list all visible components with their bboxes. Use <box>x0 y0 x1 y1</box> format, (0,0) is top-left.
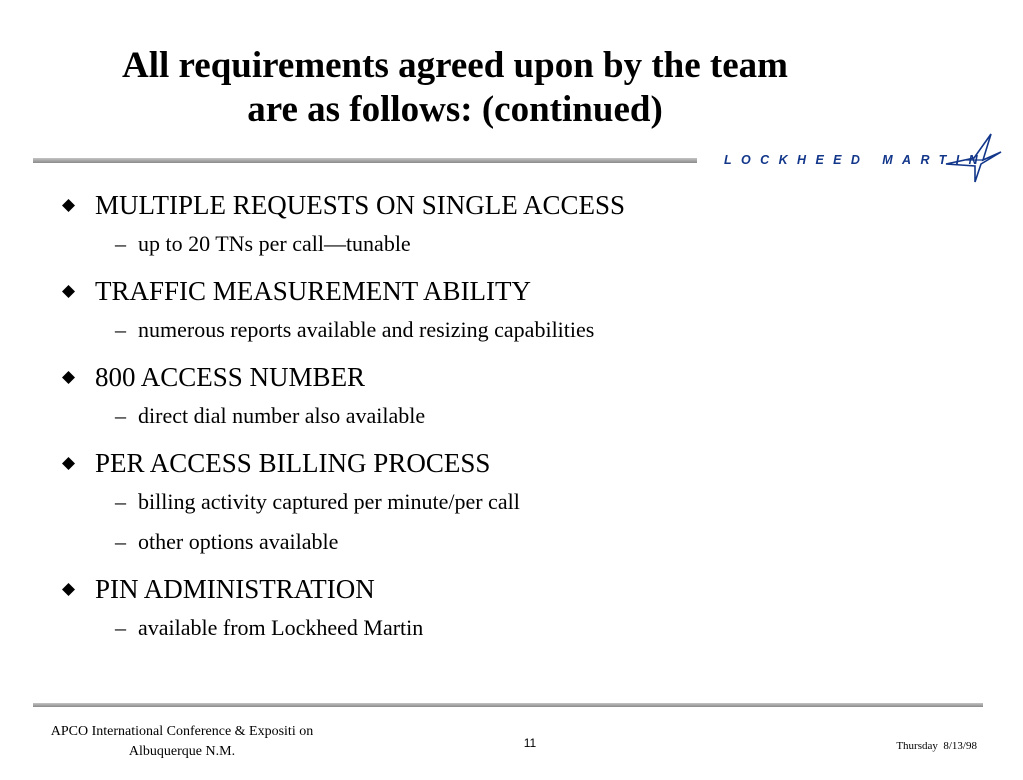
slide-title <box>40 44 870 132</box>
bullet-item <box>60 444 980 482</box>
sub-bullet-text: billing activity captured per minute/per call <box>138 489 520 514</box>
bullet-text: TRAFFIC MEASUREMENT ABILITY <box>95 276 532 306</box>
sub-bullet-text: available from Lockheed Martin <box>138 615 424 640</box>
diamond-bullet-icon <box>62 371 75 384</box>
sub-bullet-item <box>60 310 980 350</box>
sub-bullet-text: direct dial number also available <box>138 403 426 428</box>
sub-bullet-text: numerous reports available and resizing capabilities <box>138 317 595 342</box>
diamond-bullet-icon <box>62 583 75 596</box>
bullet-item <box>60 272 980 310</box>
bullet-item <box>60 358 980 396</box>
diamond-bullet-icon <box>62 285 75 298</box>
sub-bullet-dash: – <box>115 317 126 342</box>
page-number: 11 <box>523 736 537 750</box>
sub-bullet-item <box>60 482 980 522</box>
lockheed-martin-logo <box>718 132 1003 184</box>
sub-bullet-text: other options available <box>138 529 339 554</box>
footer-divider <box>33 703 983 707</box>
footer-conference-line-1: APCO International Conference & Expositi on <box>50 724 314 739</box>
sub-bullet-dash: – <box>115 529 126 554</box>
bullet-gap <box>60 350 980 358</box>
footer-date: Thursday 8/13/98 <box>896 740 977 752</box>
logo-wordmark: LOCKHEED MARTIN <box>724 153 987 167</box>
sub-bullet-item <box>60 608 980 648</box>
sub-bullet-dash: – <box>115 231 126 256</box>
star-icon <box>944 132 1002 184</box>
bullet-text: MULTIPLE REQUESTS ON SINGLE ACCESS <box>95 190 626 220</box>
slide-title-line-2: are as follows: (continued) <box>247 89 663 130</box>
bullet-text: 800 ACCESS NUMBER <box>95 362 366 392</box>
diamond-bullet-icon <box>62 199 75 212</box>
bullet-item <box>60 570 980 608</box>
diamond-bullet-icon <box>62 457 75 470</box>
sub-bullet-dash: – <box>115 615 126 640</box>
sub-bullet-item <box>60 396 980 436</box>
bullet-item <box>60 186 980 224</box>
sub-bullet-text: up to 20 TNs per call—tunable <box>138 231 411 256</box>
bullet-text: PIN ADMINISTRATION <box>95 574 375 604</box>
slide-title-line-1: All requirements agreed upon by the team <box>122 45 788 86</box>
bullet-gap <box>60 264 980 272</box>
header-divider <box>33 158 697 163</box>
sub-bullet-dash: – <box>115 489 126 514</box>
bullet-list <box>60 186 980 648</box>
sub-bullet-item <box>60 224 980 264</box>
bullet-gap <box>60 436 980 444</box>
sub-bullet-item <box>60 522 980 562</box>
sub-bullet-dash: – <box>115 403 126 428</box>
footer-conference-line-2: Albuquerque N.M. <box>128 744 236 759</box>
footer-conference <box>22 722 342 762</box>
bullet-gap <box>60 562 980 570</box>
bullet-text: PER ACCESS BILLING PROCESS <box>95 448 491 478</box>
